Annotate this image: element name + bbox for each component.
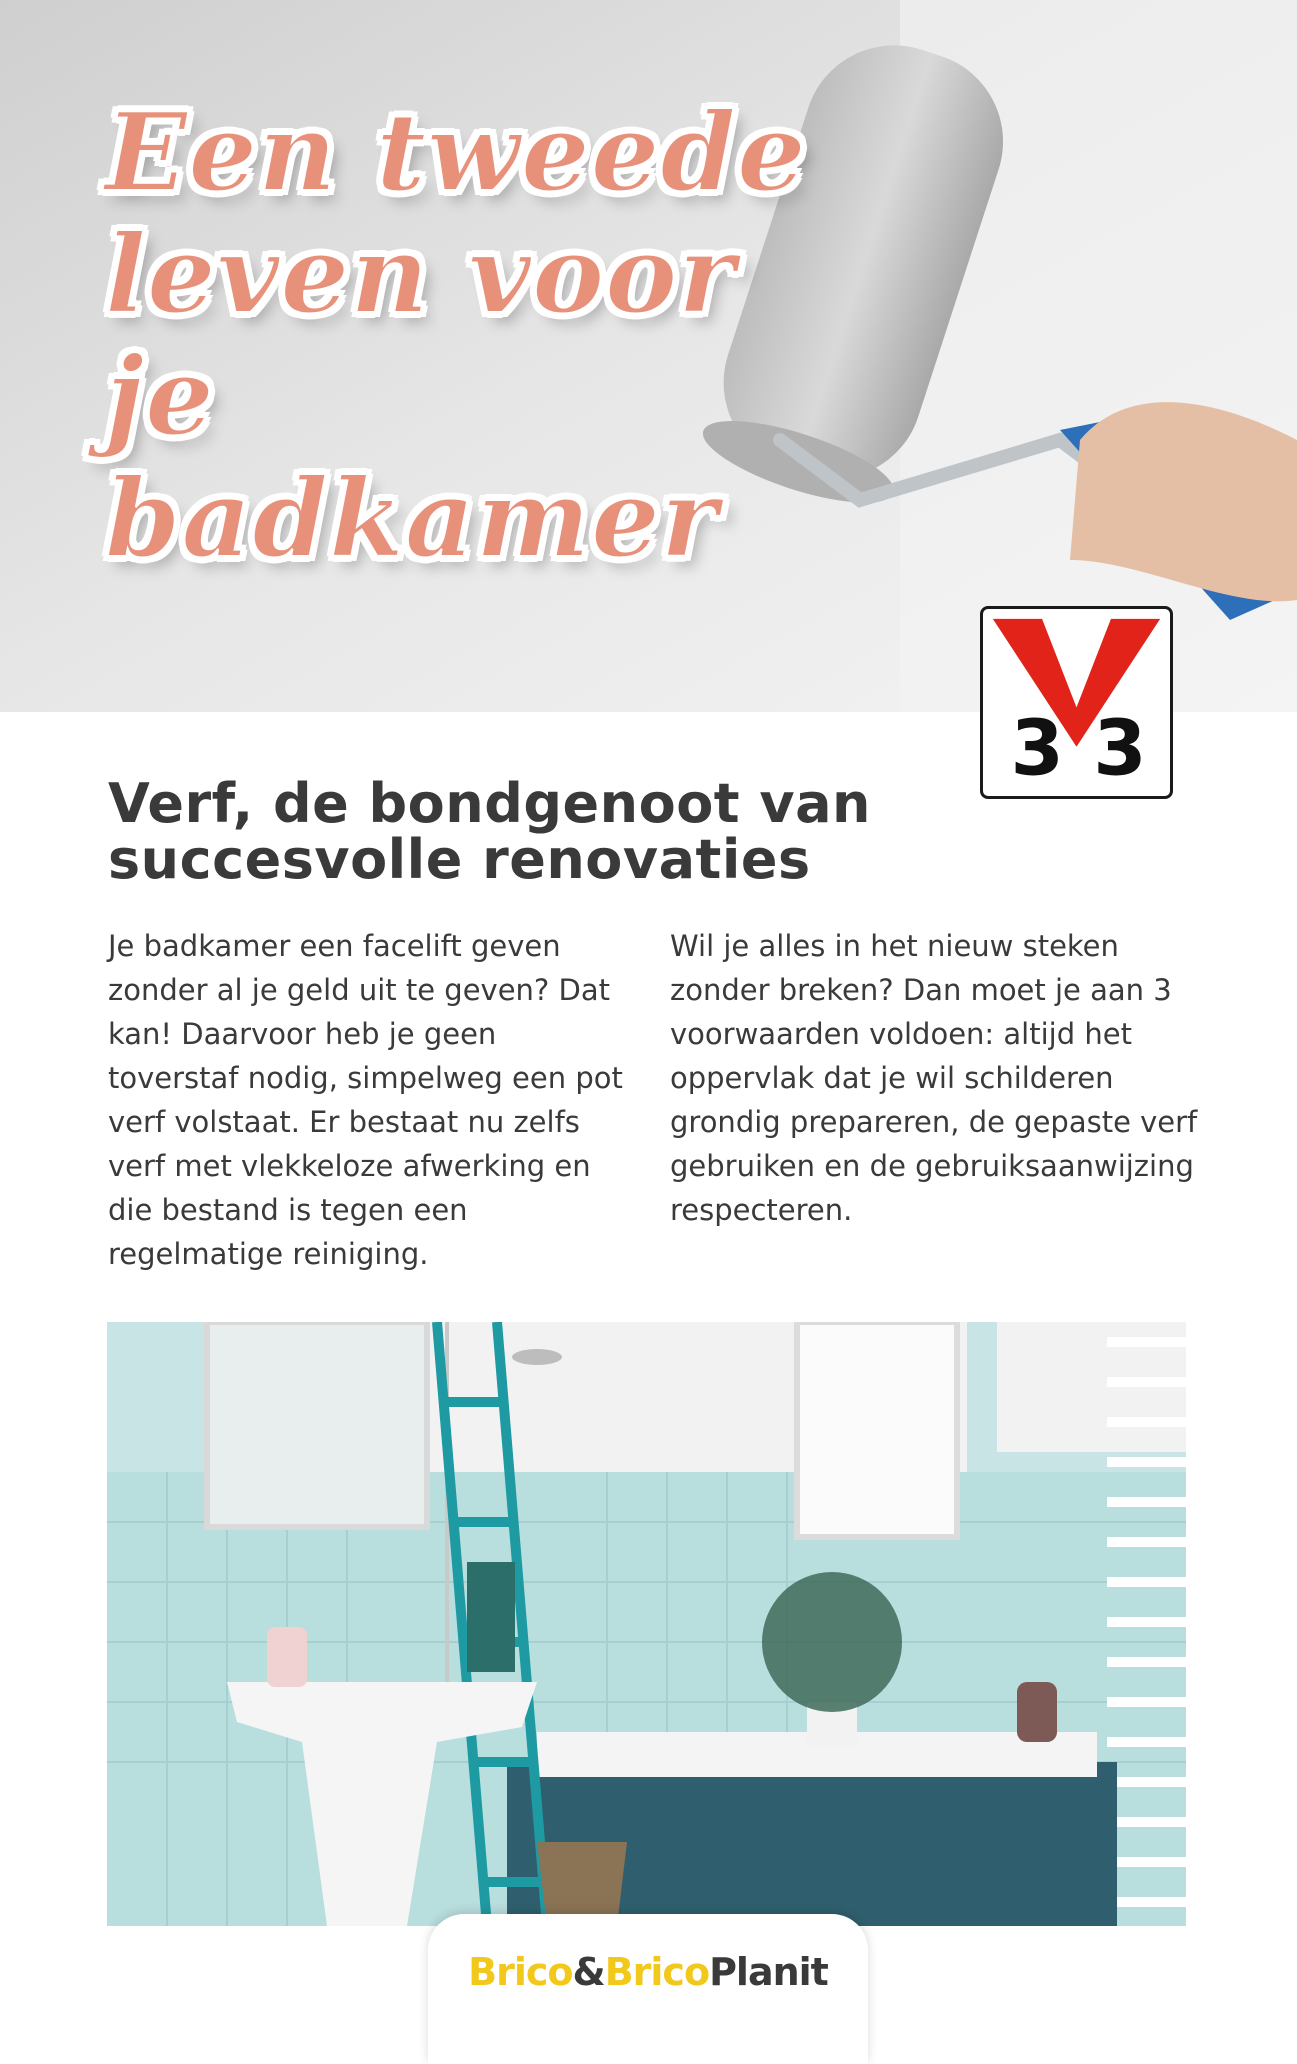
brand-brico-2: Brico <box>604 1950 710 1994</box>
headline-line-1: Een tweede <box>105 90 807 216</box>
article-column-left: Je badkamer een facelift geven zonder al je geld uit te geven? Dat kan! Daarvoor heb je geen toverstaf nodig, simpelweg een pot verf volstaat. Er bestaat nu zelfs verf met vlekkeloze afwerking en die bestand is tegen een regelmatige reiniging. <box>108 929 623 1271</box>
brand-brico-1: Brico <box>468 1950 573 1994</box>
svg-text:3: 3 <box>1010 704 1064 794</box>
v33-logo <box>980 606 1173 799</box>
headline-line-2: leven voor <box>105 212 737 338</box>
brico-planit-logo <box>428 1950 868 1994</box>
brand-planit: Planit <box>709 1950 828 1994</box>
headline <box>105 92 865 580</box>
article-column-right: Wil je alles in het nieuw steken zonder breken? Dan moet je aan 3 voorwaarden voldoen: altijd het oppervlak dat je wil schilderen grondig prepareren, de gepaste verf gebruiken en de gebruiksaanwijzing respecteren. <box>670 929 1198 1227</box>
svg-text:3: 3 <box>1093 704 1147 794</box>
article-subtitle: Verf, de bondgenoot van succesvolle renovaties <box>108 772 871 891</box>
brand-footer-tab <box>428 1914 868 2064</box>
headline-line-3: je badkamer <box>105 334 719 582</box>
brand-ampersand: & <box>572 1950 605 1994</box>
bathroom-photo <box>107 1322 1186 1926</box>
